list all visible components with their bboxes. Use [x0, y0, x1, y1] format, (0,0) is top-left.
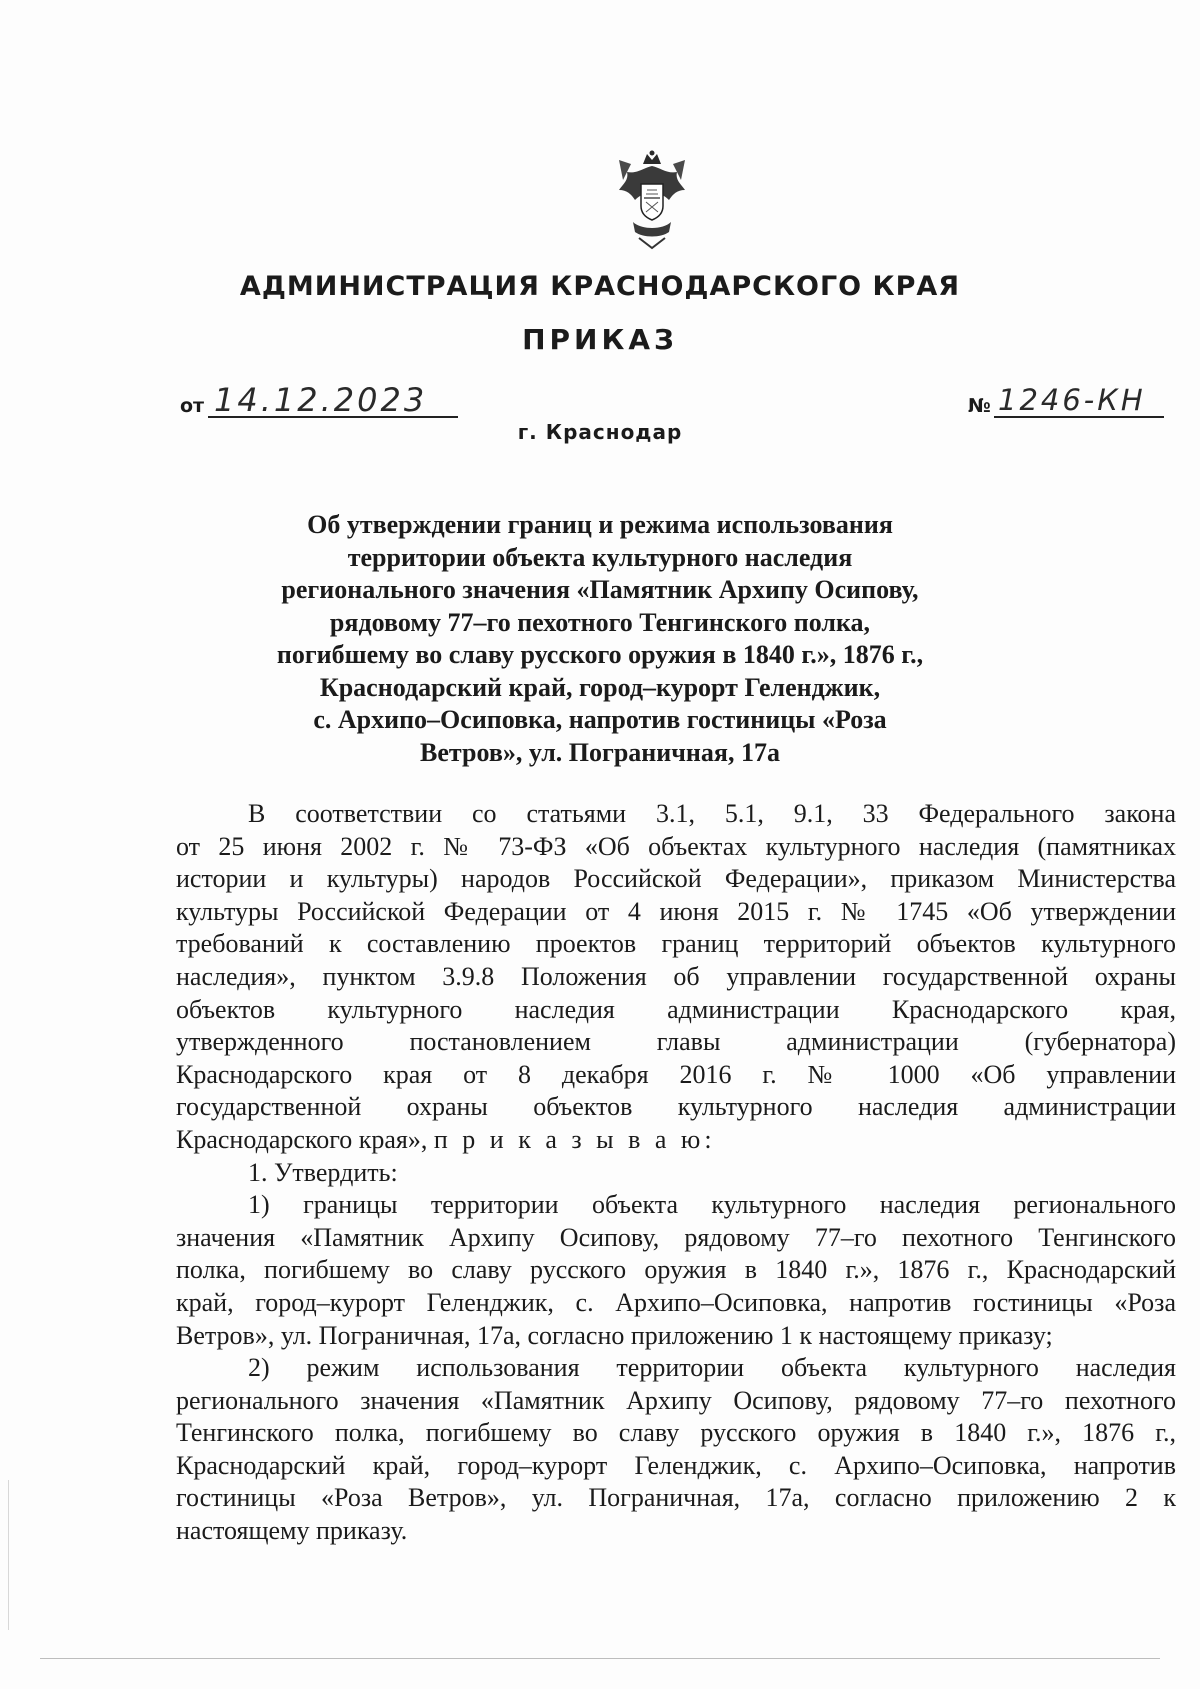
- city-label: г. Краснодар: [517, 420, 683, 444]
- body-line: наследия», пунктом 3.9.8 Положения об управлении государственной охраны: [176, 961, 1176, 991]
- title-line: погибшему во славу русского оружия в 1840 г.», 1876 г.,: [276, 640, 924, 669]
- body-line: Тенгинского полка, погибшему во славу русского оружия в 1840 г.», 1876 г.,: [176, 1418, 1176, 1448]
- body-line: культуры Российской Федерации от 4 июня 2015 г. № 1745 «Об утверждении: [176, 896, 1176, 926]
- number-prefix: №: [968, 395, 991, 417]
- title-line: с. Архипо–Осиповка, напротив гостиницы «Роза: [313, 705, 887, 734]
- date-underline: [208, 416, 458, 418]
- body-line: Краснодарский край, город–курорт Геленджик, с. Архипо–Осиповка, напротив: [176, 1450, 1176, 1480]
- title-line: Краснодарский край, город–курорт Геленджик,: [319, 672, 881, 702]
- coat-of-arms-icon: [613, 150, 691, 250]
- body-line: регионального значения «Памятник Архипу Осипову, рядовому 77–го пехотного: [176, 1385, 1176, 1415]
- title-line: территории объекта культурного наследия: [347, 542, 853, 572]
- body-line: значения «Памятник Архипу Осипову, рядовому 77–го пехотного Тенгинского: [176, 1222, 1176, 1252]
- title-line: Ветров», ул. Пограничная, 17а: [420, 737, 780, 767]
- scan-margin-mark: [8, 1480, 9, 1630]
- document-type: ПРИКАЗ: [522, 323, 678, 356]
- organization-name: АДМИНИСТРАЦИЯ КРАСНОДАРСКОГО КРАЯ: [239, 271, 961, 302]
- title-line: Об утверждении границ и режима использования: [307, 510, 893, 539]
- number-field: [968, 385, 1168, 425]
- document-title: [250, 509, 950, 769]
- preamble-end: Краснодарского края»,: [176, 1124, 428, 1154]
- body-line: требований к составлению проектов границ территорий объектов культурного: [176, 929, 1176, 959]
- body-line: истории и культуры) народов Российской Федерации», приказом Министерства: [176, 864, 1176, 894]
- body-line: утвержденного постановлением главы администрации (губернатора): [176, 1027, 1176, 1057]
- body-line: Ветров», ул. Пограничная, 17а, согласно приложению 1 к настоящему приказу;: [176, 1320, 1053, 1350]
- order-word: п р и к а з ы в а ю:: [433, 1124, 716, 1154]
- body-line: гостиницы «Роза Ветров», ул. Пограничная, 17а, согласно приложению 2 к: [176, 1483, 1176, 1513]
- date-value: 14.12.2023: [214, 381, 428, 419]
- title-line: рядовому 77–го пехотного Тенгинского полка,: [329, 607, 871, 637]
- date-prefix: от: [180, 395, 205, 417]
- body-line: объектов культурного наследия администрации Краснодарского края,: [176, 994, 1176, 1024]
- body-line: настоящему приказу.: [176, 1516, 408, 1546]
- title-line: регионального значения «Памятник Архипу Осипову,: [281, 575, 919, 604]
- item-heading: 1. Утвердить:: [248, 1157, 398, 1187]
- body-line: В соответствии со статьями 3.1, 5.1, 9.1, 33 Федерального закона: [248, 799, 1176, 828]
- body-line: 2) режим использования территории объекта культурного наследия: [248, 1353, 1176, 1383]
- body-line: полка, погибшему во славу русского оружия в 1840 г.», 1876 г., Краснодарский: [176, 1255, 1176, 1285]
- body-line: 1) границы территории объекта культурного наследия регионального: [248, 1190, 1176, 1220]
- body-line: от 25 июня 2002 г. № 73-ФЗ «Об объектах культурного наследия (памятниках: [176, 831, 1176, 861]
- number-value: 1246-КН: [998, 383, 1146, 417]
- body-line: [176, 1124, 1176, 1157]
- date-field: [180, 381, 460, 425]
- page-bottom-rule: [40, 1658, 1160, 1659]
- number-underline: [994, 416, 1164, 418]
- body-line: край, город–курорт Геленджик, с. Архипо–Осиповка, напротив гостиницы «Роза: [176, 1287, 1176, 1317]
- document-body: [176, 798, 1176, 1548]
- body-line: Краснодарского края от 8 декабря 2016 г. № 1000 «Об управлении: [176, 1059, 1176, 1089]
- body-line: государственной охраны объектов культурного наследия администрации: [176, 1092, 1176, 1122]
